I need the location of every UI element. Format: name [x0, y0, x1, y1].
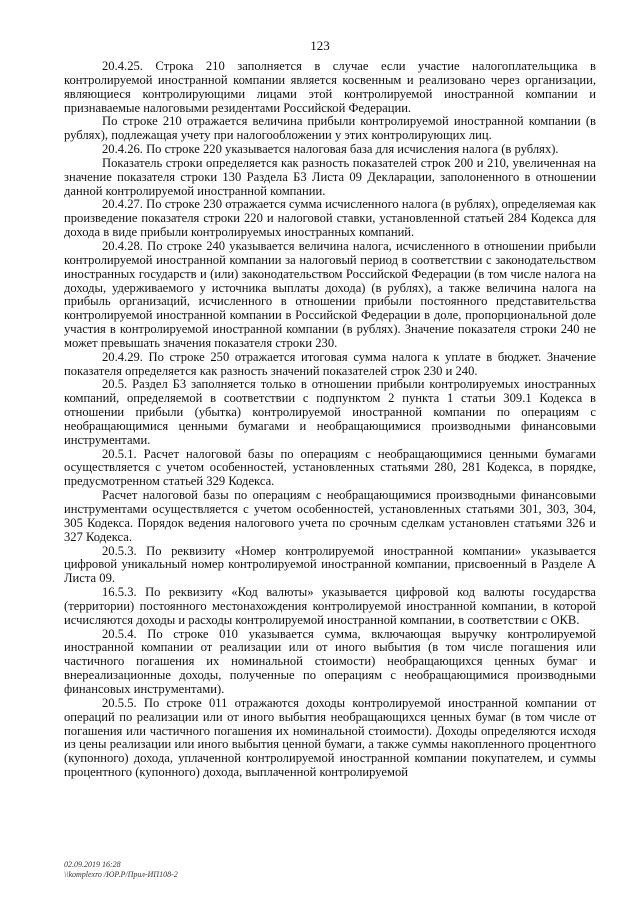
paragraph-16-5-3: 16.5.3. По реквизиту «Код валюты» указывается цифровой код валюты государства (территории) постоянного местонахождения контролируемой иностранной компании, в которой исчисляются доходы и расходы контролируемой иностранной компании, в соответствии с ОКВ.	[64, 585, 596, 627]
paragraph-20-4-27: 20.4.27. По строке 230 отражается сумма исчисленного налога (в рублях), определяемая как произведение показателя строки 220 и налоговой ставки, установленной статьей 284 Кодекса для дохода в виде прибыли контролируемых иностранных компаний.	[64, 197, 596, 240]
paragraph-20-5-5: 20.5.5. По строке 011 отражаются доходы контролируемой иностранной компании от операций по реализации или от иного выбытия необращающихся ценных бумаг (в том числе от погашения или частичного погашения их номинальной стоимости). Доходы определяются исходя из цены реализации или иного выбытия ценной бумаги, а также суммы накопленного процентного (купонного) дохода, уплаченной контролируемой иностранной компании покупателем, и суммы процентного (купонного) дохода, выплаченной контролируемой	[64, 695, 596, 780]
footer-file-path: \\komplexro /ЮР.Р/Прил-ИП108-2	[64, 870, 178, 879]
paragraph-20-5-4: 20.5.4. По строке 010 указывается сумма, включающая выручку контролируемой иностранной компании от реализации или от иного выбытия (в том числе погашения или частичного погашения их номинальной стоимости) необращающихся ценных бумаг и внереализационные доходы, полученные по операциям с необращающимися производными финансовых инструментами).	[64, 626, 596, 696]
paragraph-20-5-3: 20.5.3. По реквизиту «Номер контролируемой иностранной компании» указывается цифровой уникальный номер контролируемой иностранной компании, присвоенный в Разделе А Листа 09.	[64, 543, 596, 586]
paragraph-20-5-1: 20.5.1. Расчет налоговой базы по операциям с необращающимися ценными бумагами осуществляется с учетом особенностей, установленных статьями 280, 281 Кодекса, в порядке, предусмотренном статьей 329 Кодекса.	[64, 446, 596, 489]
paragraph-20-4-29: 20.4.29. По строке 250 отражается итоговая сумма налога к уплате в бюджет. Значение показателя определяется как разность значений показателей строк 230 и 240.	[64, 349, 596, 378]
paragraph-line-210: По строке 210 отражается величина прибыли контролируемой иностранной компании (в рублях), подлежащая учету при налогообложении у этих контролирующих лиц.	[64, 114, 596, 143]
paragraph-line-220-calc: Показатель строки определяется как разность показателей строк 200 и 210, увеличенная на значение показателя строки 130 Раздела Б3 Листа 09 Декларации, заполоненного в отношении данной контролируемой иностранной компании.	[64, 155, 596, 198]
paragraph-derivatives: Расчет налоговой базы по операциям с необращающимися производными финансовыми инструментами осуществляется с учетом особенностей, установленных статьями 301, 303, 304, 305 Кодекса. Порядок ведения налогового учета по срочным сделкам установлен статьями 326 и 327 Кодекса.	[64, 488, 596, 544]
page-number: 123	[310, 38, 330, 53]
paragraph-20-4-26: 20.4.26. По строке 220 указывается налоговая база для исчисления налога (в рублях).	[102, 142, 559, 157]
paragraph-20-4-28: 20.4.28. По строке 240 указывается величина налога, исчисленного в отношении прибыли контролируемой иностранной компании за налоговый период в соответствии с законодательством иностранных государств и (или) законодательством Российской Федерации (в том числе налога на доходы, удерживаемого у источника выплаты дохода) (в рублях), а также величина налога на прибыль организаций, исчисленного в отношении прибыли постоянного представительства контролируемой иностранной компании в Российской Федерации в доле, пропорциональной доле участия в контролируемой иностранной компании (в рублях). Значение показателя строки 240 не может превышать значения показателя строки 230.	[64, 238, 596, 350]
body-text	[64, 60, 596, 780]
footer-timestamp: 02.09.2019 16:28	[64, 860, 121, 869]
paragraph-20-5: 20.5. Раздел Б3 заполняется только в отношении прибыли контролируемых иностранных компаний, определяемой в соответствии с подпунктом 2 пункта 1 статьи 309.1 Кодекса в отношении прибыли (убытка) контролируемой иностранной компании по операциям с необращающимися ценными бумагами и необращающимися производными финансовыми инструментами.	[64, 377, 596, 447]
paragraph-20-4-25: 20.4.25. Строка 210 заполняется в случае если участие налогоплательщика в контролируемой иностранной компании является косвенным и реализовано через организации, являющиеся контролирующими лицами этой контролируемой иностранной компании и признаваемые налоговыми резидентами Российской Федерации.	[64, 59, 596, 115]
footer-stamp	[64, 860, 178, 880]
